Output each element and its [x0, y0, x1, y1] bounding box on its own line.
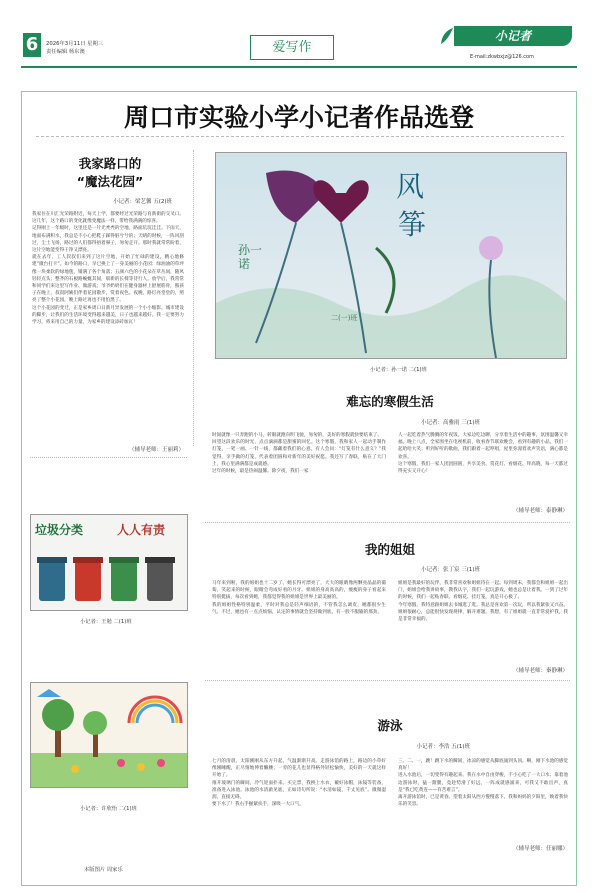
article-body-swimming-col2: 三、二、一，跳！跳下水的瞬间，冰凉的感觉从脚底涌到头顶。啊，刚下水池的感觉真好！ 进入水池后，一切变得有趣起来。我在水中自由穿梭，不小心吃了一大口水；靠着池边游泳时，猛一蹬腿，竟趁势滑了好远，一阵成就感涌来，可我又不敢出声，真是“我已吃黄连——有苦难言”。 离开游泳馆时，已是黄昏。望着太阳从西方慢慢落下，我和妈妈的夕阳里，映着我快乐的笑容。: [398, 759, 568, 808]
teacher-sister: （辅导老师：秦静琳）: [512, 668, 568, 674]
section-label: 爱写作: [250, 35, 334, 60]
byline-swimming: 小记者：李浩 五(1)班: [416, 744, 470, 750]
article-body-swimming-col1: 七月的清晨，太阳刚刚从东方升起，气温渐渐升高。走游泳馆的路上，路边的小草好像刚睡醒，正尽情地伸着懒腰；一旁的花儿也显得格外轻松愉快，美好的一天就这样开始了。 推开玻璃门的瞬间，冷气迎面扑来。买完票，我换上水衣，戴好泳帽，泳镜等装备，准备进入泳池。泳池的水清澈见底，正如诗句所说：“水清如镜，千丈见底”。微微湿润，直接无碍。 要下水了！我右手握紧扶手，深吸一大口气，: [212, 759, 386, 808]
article-body-winter-break-col2: 人一起吃着热气腾腾的年夜饭，大家边吃边聊，分享着生活中的趣事，氛围温馨又幸福。晚上八点，全家围坐在电视机前，收看春节联欢晚会，看到有趣的小品，我们一起哈哈大笑；听到好听的歌曲，我们跟着一起哼唱，屋里弥漫着欢声笑语，满心都是欢喜。 这个寒假，我们一家人团团圆圆，共享美食、赏花灯、看烟花、拜高晓，每一天都过得充实又开心！: [398, 433, 568, 475]
byline-winter-break: 小记者：高雅雨 三(1)班: [420, 420, 480, 426]
page-title: 周口市实验小学小记者作品选登: [123, 103, 474, 132]
article-body-magic-garden: 我家住在川汇光荣路附近，每天上学，都要经过光荣路与育新街的交叉口。这几年，这个路口的变化就像变魔法一样，带给我满满的惊喜。 记得刚上一年级时，这里还是一片光秃秃的空地，路面坑坑洼洼。下雨天，地面布满积水，我总是不小心把鞋子踩得脏兮兮的；天晴的时候，一阵风刮过，尘土飞扬，路过的人们都得捂着鼻子，匆匆走开。那时我就常常盼着，这片空地能变得干净又漂亮。 就在去年，工人叔叔们来到了这片空地，开始了忙碌的建设，精心地修建“微台打卡”。如今的路口，早已换上了一身美丽的小花园：绿油油的草坪像一块柔软的绿地毯，铺满了各个角落；五颜六色的小花朵在草丛间，随风轻轻点头；整齐的石板路蜿蜒其间，崭新的长椅等待行人。放学后，我常常和同学们来这里写作业、做游戏；爷爷奶奶们在健身器材上舒展筋骨，熊孩子在晚上，叔叔阿姨们伴着花园散步，赏着夜色。夜晚，路灯亮堂堂的，照亮了整个小花园，晚上路过再也不用怕黑了。 这个小花园的变迁，正是家乡周口日新月异发展的一个小小缩影。城市建设的脚步，让我们的生活环境变得越来越美，日子也越来越好。我一定要努力学习，将来用自己的力量，为家乡的建设添砖加瓦！: [32, 212, 184, 326]
garbage-banner-left: 垃圾分类: [35, 523, 84, 537]
garbage-sorting-drawing: [30, 514, 188, 611]
article-title-winter-break: 难忘的寒假生活: [346, 394, 434, 409]
column-divider: [193, 150, 194, 446]
garden-caption: 小记者：许欣怡 二(1)班: [80, 806, 137, 812]
article-body-winter-break-col1: 时间就像一只奔跑的小马，转眼就跑向明飞驰，匆匆的，美好的寒假就快要结束了。 回望这段欢乐的时光，点点滴滴都是甜蜜的回忆。这个寒假，我和家人一起动手制作灯笼，一笔一画、一针一线，都藏着我们的心意。有人会问：“灯笼有什么意义？”我觉得，亲手做的灯笼，代表着团圆和对新年的美好祝愿。我还写了春联，贴在了大门上，我心里满满都是成就感。 过年的时候，最是热闹温馨。除夕夜，我们一家: [212, 433, 386, 475]
contact-email: E-mail:zkwbxjz@126.com: [470, 54, 534, 60]
garbage-banner-right: 人人有责: [117, 523, 166, 537]
teacher-swimming: （辅导老师：任丽娜）: [512, 846, 568, 852]
kite-zheng-text: 筝: [398, 208, 427, 241]
date-line: 2026年3月11日 星期三: [46, 41, 104, 47]
teacher-winter-break: （辅导老师：泰静琳）: [512, 508, 568, 514]
byline-sister: 小记者：张丁宸 三(1)班: [420, 567, 480, 573]
garbage-caption: 小记者：王勉 二(1)班: [80, 619, 132, 625]
article-body-sister-col1: 马年来到啦，我的姐姐也十二岁了。她长得可漂亮了，大大的眼睛像两颗亮晶晶的葡萄，笑起来的时候，眼睛会弯成好看的月牙。姐姐的身高高高的，瘦瘦的身子看起来特别挺拔，每次看到她，我都觉得我的姐姐是世界上最美丽的。 我的姐姐性格特别温柔，平时对我总是轻声细语的，不管我怎么调皮，她都很少生气。不过，她也有一点点烦恼，认定的事情就会坚持做到底，有一股不服输的那劲。: [212, 581, 386, 615]
section-divider: [205, 522, 570, 523]
kite-caption: 小记者：孙一诺 二(1)班: [370, 367, 427, 373]
brand-leaf-icon: [440, 26, 454, 46]
editor-line: 责任编辑 杨东澳: [46, 49, 85, 55]
article-title-magic-garden-2: “魔法花园”: [76, 174, 144, 189]
kite-class-text: 二(一)班: [331, 314, 358, 322]
garden-drawing: [30, 682, 188, 788]
header-rule: [21, 66, 577, 68]
brand-badge: 小记者: [454, 26, 572, 46]
title-divider: [36, 136, 564, 137]
section-divider: [30, 457, 187, 458]
section-divider: [205, 680, 570, 681]
byline-magic-garden: 小记者：梁艺馨 五(2)班: [112, 199, 172, 205]
kite-drawing: [215, 152, 567, 359]
article-body-sister-col2: 姐姐是我最好的玩伴，我非常喜欢和姐姐待在一起。每到周末，我都会和姐姐一起出门，姐姐会给我讲故事，教我认字，我们一起玩游戏，她也总是让着我。一到了过年的时候，我们一起贴春联、看烟花、挂灯笼，真是开心极了。 今年寒假，我特意跟姐姐去书城逛了逛。我总是喜欢第一次玩，所以我紧张又兴奋。姐姐很耐心，总能很快发现规律，解开难题。我想，有了姐姐就一直非常爱护我，我是非常幸福的。: [398, 581, 568, 623]
photo-credit: 本版图片 周家乐: [84, 867, 123, 873]
kite-artist-name: 孙一诺: [238, 243, 263, 271]
page-number: 6: [23, 33, 41, 57]
teacher-magic-garden: （辅导老师：王丽莉）: [128, 447, 184, 453]
article-title-sister: 我的姐姐: [364, 542, 415, 557]
article-title-magic-garden-1: 我家路口的: [78, 156, 142, 171]
kite-wind-text: 风: [396, 170, 425, 203]
article-title-swimming: 游泳: [377, 718, 403, 733]
